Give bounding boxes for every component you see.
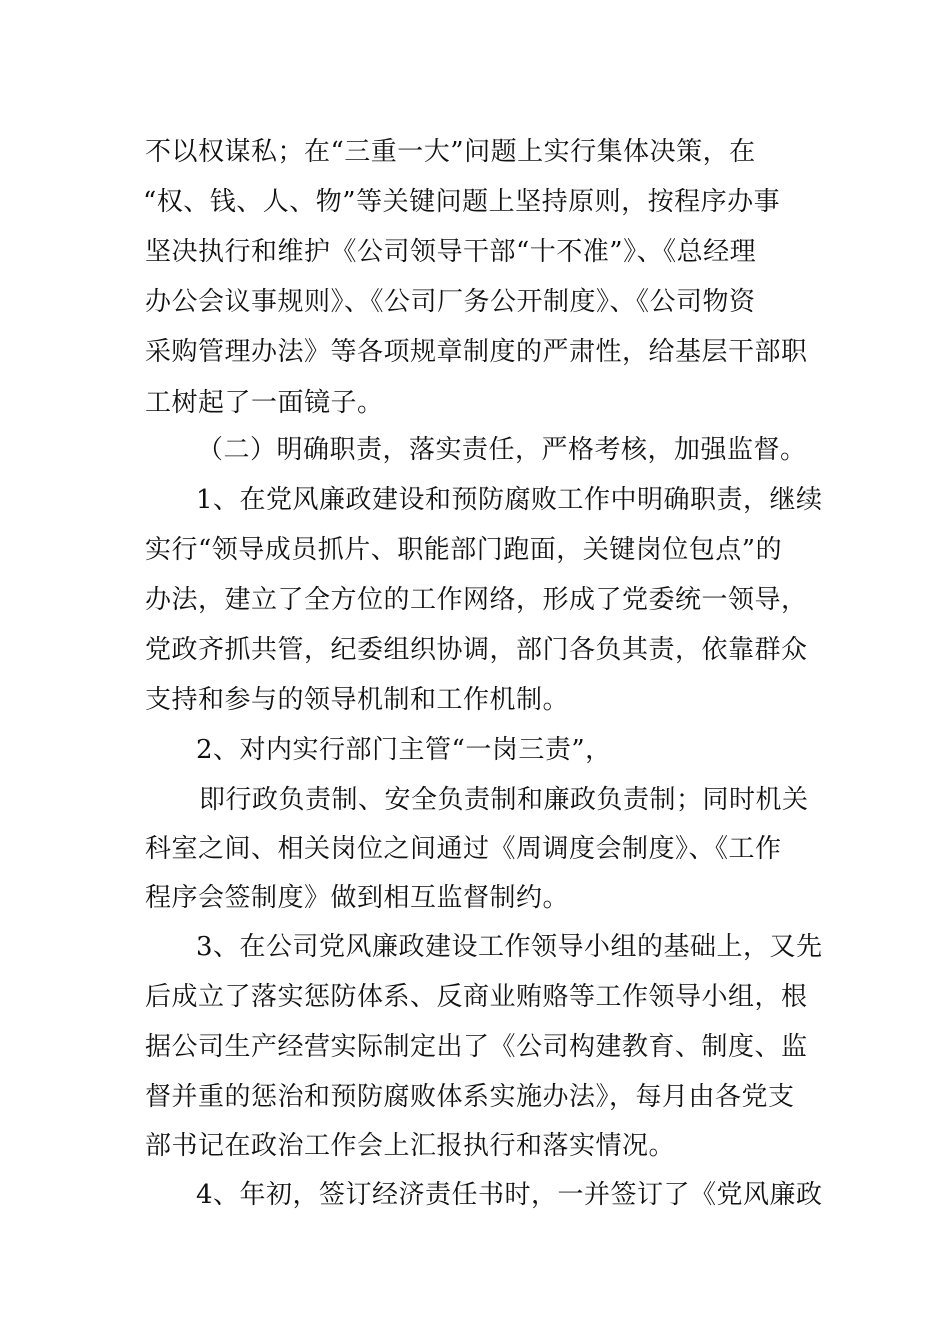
- text-line: 坚决执行和维护《公司领导干部“十不准”》、《总经理: [145, 237, 757, 267]
- text-line: 2、对内实行部门主管“一岗三责”，: [196, 735, 612, 765]
- text-line: 4、年初，签订经济责任书时，一并签订了《党风廉政: [196, 1180, 823, 1210]
- text-line: 3、在公司党风廉政建设工作领导小组的基础上，又先: [196, 932, 823, 962]
- text-line: 督并重的惩治和预防腐败体系实施办法》，每月由各党支: [145, 1082, 795, 1112]
- text-line: 不以权谋私；在“三重一大”问题上实行集体决策，在: [145, 137, 756, 167]
- text-line: 部书记在政治工作会上汇报执行和落实情况。: [145, 1131, 676, 1161]
- text-line: 办法，建立了全方位的工作网络，形成了党委统一领导，: [145, 585, 808, 615]
- text-line: 后成立了落实惩防体系、反商业贿赂等工作领导小组，根: [145, 982, 808, 1012]
- text-line: 科室之间、相关岗位之间通过《周调度会制度》、《工作: [145, 834, 782, 864]
- text-line: 据公司生产经营实际制定出了《公司构建教育、制度、监: [145, 1032, 808, 1062]
- text-line: 实行“领导成员抓片、职能部门跑面，关键岗位包点”的: [145, 535, 783, 565]
- text-line: 党政齐抓共管，纪委组织协调，部门各负其责，依靠群众: [145, 635, 808, 665]
- text-line: 办公会议事规则》、《公司厂务公开制度》、《公司物资: [145, 287, 756, 317]
- text-line: 程序会签制度》做到相互监督制约。: [145, 883, 570, 913]
- text-line: 采购管理办法》等各项规章制度的严肃性，给基层干部职: [145, 337, 808, 367]
- text-line: 1、在党风廉政建设和预防腐败工作中明确职责，继续: [196, 485, 823, 515]
- text-line: 支持和参与的领导机制和工作机制。: [145, 685, 570, 715]
- text-line: 工树起了一面镜子。: [145, 388, 384, 418]
- section-heading: （二）明确职责，落实责任，严格考核，加强监督。: [197, 435, 807, 465]
- text-line: “权、钱、人、物”等关键问题上坚持原则，按程序办事: [143, 187, 781, 217]
- text-line: 即行政负责制、安全负责制和廉政负责制；同时机关: [199, 785, 809, 815]
